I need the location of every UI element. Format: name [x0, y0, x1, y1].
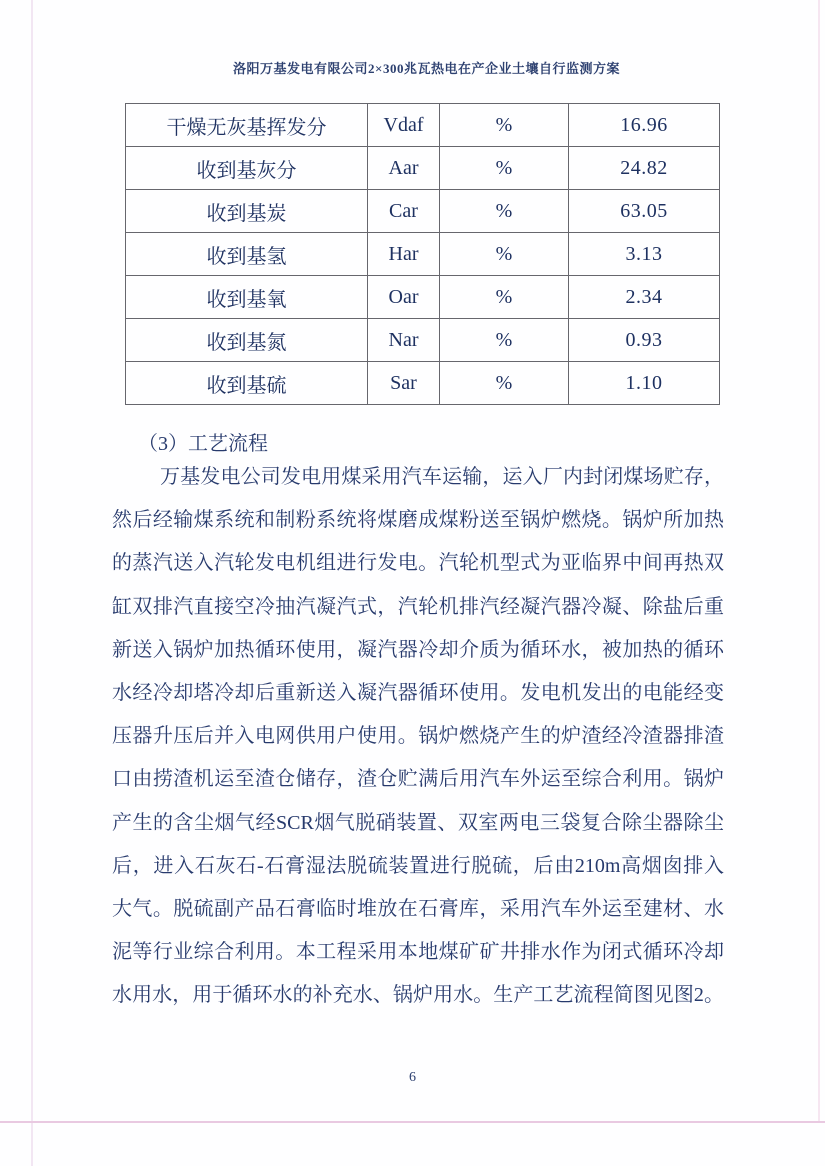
page-header-title: 洛阳万基发电有限公司2×300兆瓦热电在产企业土壤自行监测方案 — [233, 61, 620, 76]
unit-cell: % — [440, 233, 569, 276]
param-cell: 收到基炭 — [126, 190, 368, 233]
table-row — [126, 276, 720, 319]
table-row — [126, 319, 720, 362]
coal-analysis-table — [125, 103, 720, 405]
paragraph-line: 压器升压后并入电网供用户使用。锅炉燃烧产生的炉渣经冷渣器排渣 — [112, 725, 724, 748]
paragraph-line: 后，进入石灰石-石膏湿法脱硫装置进行脱硫，后由210m高烟囱排入 — [112, 854, 724, 877]
table-row — [126, 233, 720, 276]
param-cell: 干燥无灰基挥发分 — [126, 104, 368, 147]
symbol-cell: Nar — [368, 319, 440, 362]
table-row — [126, 104, 720, 147]
paragraph-line: 水经冷却塔冷却后重新送入凝汽器循环使用。发电机发出的电能经变 — [112, 681, 724, 704]
paragraph-line: 的蒸汽送入汽轮发电机组进行发电。汽轮机型式为亚临界中间再热双 — [112, 552, 724, 575]
paragraph-line: 缸双排汽直接空冷抽汽凝汽式，汽轮机排汽经凝汽器冷凝、除盐后重 — [112, 595, 724, 618]
symbol-cell: Har — [368, 233, 440, 276]
scan-edge-bottom-line — [0, 1121, 825, 1123]
unit-cell: % — [440, 362, 569, 405]
value-cell: 63.05 — [569, 190, 720, 233]
value-cell: 3.13 — [569, 233, 720, 276]
page-number: 6 — [409, 1070, 416, 1085]
process-flow-paragraph — [112, 456, 724, 1017]
unit-cell: % — [440, 104, 569, 147]
paragraph-line: 产生的含尘烟气经SCR烟气脱硝装置、双室两电三袋复合除尘器除尘 — [112, 811, 724, 834]
scan-edge-left-line — [31, 0, 33, 1166]
param-cell: 收到基氮 — [126, 319, 368, 362]
table-row — [126, 190, 720, 233]
paragraph-line: 水用水，用于循环水的补充水、锅炉用水。生产工艺流程简图见图2。 — [112, 984, 724, 1007]
symbol-cell: Vdaf — [368, 104, 440, 147]
value-cell: 0.93 — [569, 319, 720, 362]
param-cell: 收到基硫 — [126, 362, 368, 405]
param-cell: 收到基氢 — [126, 233, 368, 276]
symbol-cell: Aar — [368, 147, 440, 190]
unit-cell: % — [440, 319, 569, 362]
symbol-cell: Car — [368, 190, 440, 233]
unit-cell: % — [440, 147, 569, 190]
value-cell: 24.82 — [569, 147, 720, 190]
section-heading: （3）工艺流程 — [138, 433, 268, 455]
paragraph-line: 泥等行业综合利用。本工程采用本地煤矿矿井排水作为闭式循环冷却 — [112, 941, 724, 964]
table-row — [126, 147, 720, 190]
value-cell: 1.10 — [569, 362, 720, 405]
unit-cell: % — [440, 276, 569, 319]
symbol-cell: Sar — [368, 362, 440, 405]
symbol-cell: Oar — [368, 276, 440, 319]
value-cell: 2.34 — [569, 276, 720, 319]
param-cell: 收到基氧 — [126, 276, 368, 319]
param-cell: 收到基灰分 — [126, 147, 368, 190]
paragraph-line: 万基发电公司发电用煤采用汽车运输，运入厂内封闭煤场贮存， — [160, 466, 724, 488]
value-cell: 16.96 — [569, 104, 720, 147]
unit-cell: % — [440, 190, 569, 233]
paragraph-line: 大气。脱硫副产品石膏临时堆放在石膏库，采用汽车外运至建材、水 — [112, 897, 724, 920]
scan-edge-right-line — [818, 0, 820, 1123]
paragraph-line: 新送入锅炉加热循环使用，凝汽器冷却介质为循环水，被加热的循环 — [112, 638, 724, 661]
table-row — [126, 362, 720, 405]
paragraph-line: 然后经输煤系统和制粉系统将煤磨成煤粉送至锅炉燃烧。锅炉所加热 — [112, 509, 724, 532]
paragraph-line: 口由捞渣机运至渣仓储存，渣仓贮满后用汽车外运至综合利用。锅炉 — [112, 768, 724, 791]
